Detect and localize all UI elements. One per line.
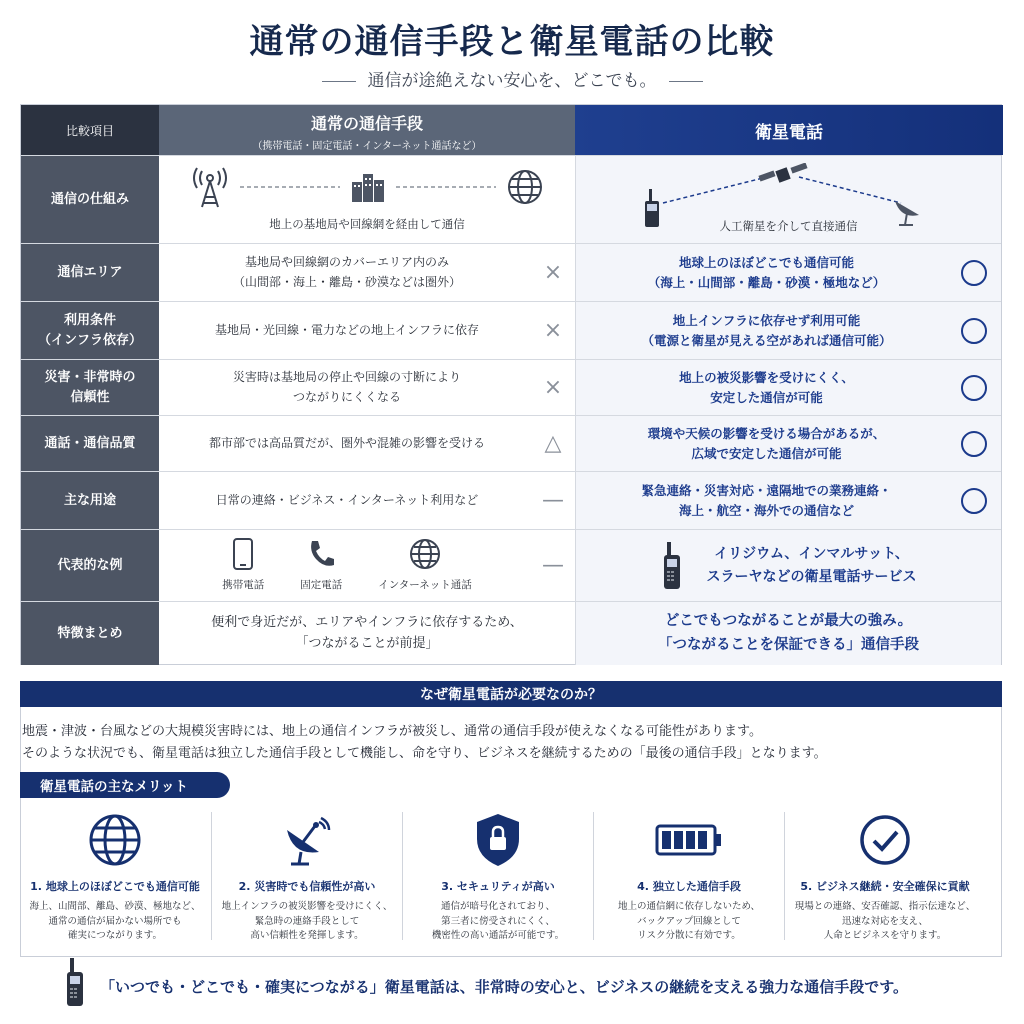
example-mobile-phone: 携帯電話 [222, 537, 264, 594]
row-satellite: 地球上のほぼどこでも通信可能 （海上・山間部・離島・砂漠・極地など） [575, 244, 1001, 301]
row-conventional: 災害時は基地局の停止や回線の寸断により つながりにくくなる [232, 370, 461, 404]
smartphone-icon [231, 537, 255, 571]
phone-handset-icon [306, 537, 336, 571]
row-label: 災害・非常時の 信頼性 [21, 360, 159, 415]
table-row [21, 155, 1001, 243]
row-label: 主な用途 [21, 472, 159, 529]
table-row [21, 415, 1001, 471]
globe-icon [87, 812, 143, 868]
table-row [21, 601, 1001, 665]
merit-card: 4. 独立した通信手段 地上の通信網に依存しないため、 バックアップ回線として リスク分散に有効です。 [594, 808, 784, 948]
row-conventional [159, 530, 575, 601]
battery-icon [654, 820, 724, 860]
why-heading: なぜ衛星電話が必要なのか？ [20, 681, 1002, 707]
row-satellite: 人工衛星を介して直接通信 [575, 156, 1001, 243]
footer-tagline: 「いつでも・どこでも・確実につながる」衛星電話は、非常時の安心と、ビジネスの継続を支える強力な通信手段です。 [100, 978, 909, 996]
dash-mark-icon: — [542, 488, 564, 513]
merits-heading: 衛星電話の主なメリット [20, 772, 230, 798]
page-title: 通常の通信手段と衛星電話の比較 [249, 22, 775, 62]
satellite-phone-icon [661, 541, 683, 591]
circle-mark-icon [961, 318, 987, 344]
antenna-tower-icon [190, 165, 230, 209]
circle-mark-icon [961, 488, 987, 514]
row-label: 特徴まとめ [21, 602, 159, 665]
row-satellite: 地上の被災影響を受けにくく、 安定した通信が可能 [575, 360, 1001, 415]
dash-mark-icon: — [542, 553, 564, 578]
globe-icon [408, 537, 442, 571]
circle-mark-icon [961, 431, 987, 457]
building-icon [350, 172, 386, 202]
table-row [21, 301, 1001, 359]
row-conventional: 都市部では高品質だが、圏外や混雑の影響を受ける [208, 435, 485, 450]
satellite-phone-icon [64, 956, 86, 1008]
page-subtitle: 通信が途絶えない安心を、どこでも。 [0, 66, 1024, 91]
why-paragraph-2: そのような状況でも、衛星電話は独立した通信手段として機能し、命を守り、ビジネスを継続するための「最後の通信手段」となります。 [22, 746, 827, 761]
circle-mark-icon [961, 260, 987, 286]
shield-lock-icon [473, 811, 523, 869]
triangle-mark-icon: △ [544, 431, 562, 456]
cross-mark-icon: × [543, 375, 563, 400]
merit-card: 5. ビジネス継続・安全確保に貢献 現場との連絡、安否確認、指示伝達など、 迅速な対応を支え、 人命とビジネスを守ります。 [785, 808, 985, 948]
row-label: 通信の仕組み [21, 156, 159, 243]
comparison-table [20, 104, 1002, 665]
row-label: 代表的な例 [21, 530, 159, 601]
row-conventional: 便利で身近だが、エリアやインフラに依存するため、 「つながることが前提」 [211, 614, 523, 651]
table-row [21, 471, 1001, 529]
row-satellite: どこでもつながることが最大の強み。 「つながることを保証できる」通信手段 [575, 602, 1001, 665]
row-conventional: 基地局・光回線・電力などの地上インフラに依存 [214, 322, 479, 337]
cross-mark-icon: × [543, 260, 563, 285]
example-internet-call: インターネット通話 [378, 537, 472, 594]
cross-mark-icon: × [543, 318, 563, 343]
header-label: 比較項目 [21, 105, 159, 155]
row-conventional: 基地局や回線網のカバーエリア内のみ （山間部・海上・離島・砂漠などは圏外） [232, 255, 461, 289]
merit-card: 1. 地球上のほぼどこでも通信可能 海上、山間部、離島、砂漠、極地など、 通常の通信が届かない場所でも 確実につながります。 [20, 808, 210, 948]
row-conventional: 地上の基地局や回線網を経由して通信 [159, 156, 575, 243]
check-circle-icon [857, 812, 913, 868]
row-satellite: 地上インフラに依存せず利用可能 （電源と衛星が見える空があれば通信可能） [575, 302, 1001, 359]
row-satellite: 環境や天候の影響を受ける場合があるが、 広域で安定した通信が可能 [575, 416, 1001, 471]
table-row [21, 359, 1001, 415]
circle-mark-icon [961, 375, 987, 401]
row-label: 利用条件 （インフラ依存） [21, 302, 159, 359]
merit-card: 3. セキュリティが高い 通信が暗号化されており、 第三者に傍受されにくく、 機密性の高い通話が可能です。 [403, 808, 593, 948]
header-satellite: 衛星電話 [575, 105, 1003, 155]
row-label: 通話・通信品質 [21, 416, 159, 471]
header-conventional: 通常の通信手段 （携帯電話・固定電話・インターネット通話など） [159, 105, 575, 155]
why-paragraph-1: 地震・津波・台風などの大規模災害時には、地上の通信インフラが被災し、通常の通信手段が使えなくなる可能性があります。 [22, 724, 762, 739]
globe-icon [506, 168, 544, 206]
table-row [21, 243, 1001, 301]
row-satellite: 緊急連絡・災害対応・遠隔地での業務連絡・ 海上・航空・海外での通信など [575, 472, 1001, 529]
satellite-dish-icon [279, 812, 335, 868]
row-conventional: 日常の連絡・ビジネス・インターネット利用など [215, 492, 479, 507]
row-satellite: イリジウム、インマルサット、 スラーヤなどの衛星電話サービス [575, 530, 1001, 601]
row-label: 通信エリア [21, 244, 159, 301]
table-row [21, 529, 1001, 601]
merit-card: 2. 災害時でも信頼性が高い 地上インフラの被災影響を受けにくく、 緊急時の連絡手段として 高い信頼性を発揮します。 [212, 808, 402, 948]
satellite-icon [758, 163, 807, 183]
example-landline: 固定電話 [300, 537, 342, 594]
